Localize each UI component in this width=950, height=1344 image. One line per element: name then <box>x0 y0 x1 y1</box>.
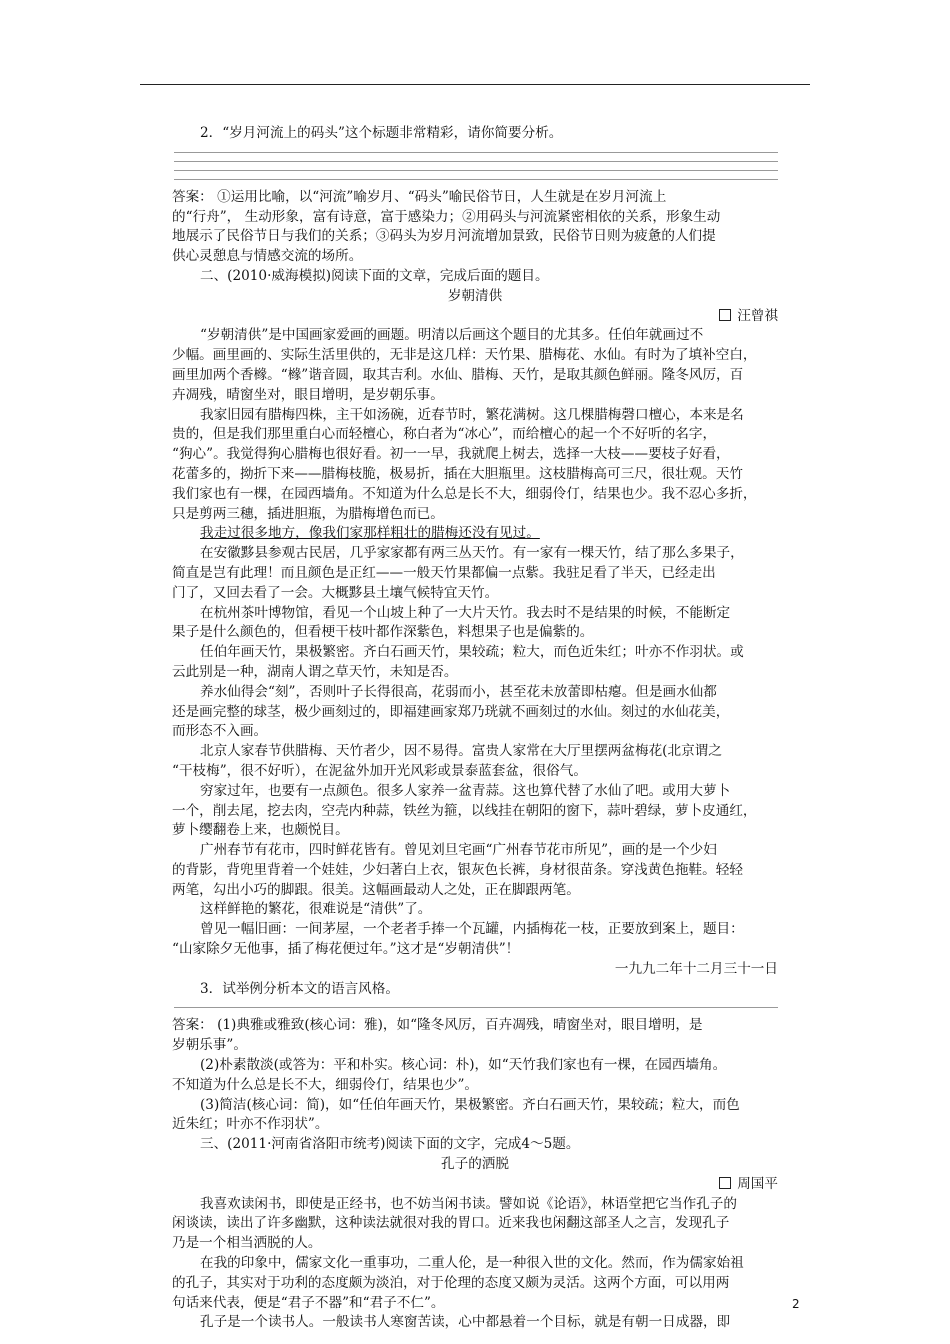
checkbox-icon <box>719 309 731 321</box>
paragraph-line: 穷家过年，也要有一点颜色。很多人家养一盆青蒜。这也算代替了水仙了吧。或用大萝卜 <box>200 782 731 799</box>
article-title: 岁朝清供 <box>447 287 503 304</box>
paragraph-line: 少幅。画里画的、实际生活里供的，无非是这几样：天竹果、腊梅花、水仙。有时为了填补空白， <box>172 347 757 364</box>
section-2-heading: 二、(2010·威海模拟)阅读下面的文章，完成后面的题目。 <box>200 267 549 284</box>
q3-answer-line: 岁朝乐事”。 <box>172 1037 247 1054</box>
paragraph-line: 我走过很多地方，像我们家那样粗壮的腊梅还没有见过。 <box>200 525 540 542</box>
paragraph-line: 在我的印象中，儒家文化一重事功，二重人伦，是一种很入世的文化。然而，作为儒家始祖 <box>200 1255 744 1272</box>
q3-answer-line: 近朱红；叶亦不作羽状”。 <box>172 1116 329 1133</box>
answer-line <box>174 170 778 171</box>
paragraph-line: “狗心”。我觉得狗心腊梅也很好看。初一一早，我就爬上树去，选择一大枝——要枝子好看， <box>172 446 730 463</box>
author-name: 汪曾祺 <box>737 307 778 324</box>
paragraph-line: “岁朝清供”是中国画家爱画的画题。明清以后画这个题目的尤其多。任伯年就画过不 <box>200 327 704 344</box>
section-3-heading: 三、(2011·河南省洛阳市统考)阅读下面的文字，完成4～5题。 <box>200 1136 580 1153</box>
paragraph-line: 闲谈读，读出了许多幽默，这种读法就很对我的胃口。近来我也闲翻这部圣人之言，发现孔子 <box>172 1215 730 1232</box>
answer-line <box>174 179 778 180</box>
paragraph-line: 一九九二年十二月三十一日 <box>614 960 778 977</box>
paragraph-line: 的孔子，其实对于功利的态度颇为淡泊，对于伦理的态度又颇为灵活。这两个方面，可以用两 <box>172 1274 730 1291</box>
answer-line <box>174 152 778 153</box>
article-author <box>172 1175 778 1195</box>
paragraph-line: 任伯年画天竹，果极繁密。齐白石画天竹，果较疏；粒大，而色近朱红；叶亦不作羽状。或 <box>200 644 744 661</box>
answer-blank-lines <box>172 1007 778 1008</box>
paragraph-line: 只是剪两三穗，插进胆瓶，为腊梅增色而已。 <box>172 505 444 522</box>
author-name: 周国平 <box>737 1175 778 1192</box>
paragraph-line: 北京人家春节供腊梅、天竹者少，因不易得。富贵人家常在大厅里摆两盆梅花(北京谓之 <box>200 743 722 760</box>
q2-answer-line: 的“行舟”， 生动形象，富有诗意，富于感染力；②用码头与河流紧密相依的关系，形象生动 <box>172 208 721 225</box>
paragraph-line: 简直是岂有此理！而且颜色是正红——一般天竹果都偏一点紫。我驻足看了半天，已经走出 <box>172 564 716 581</box>
paragraph-line: 一个，削去尾，挖去肉，空壳内种蒜，铁丝为箍，以线挂在朝阳的窗下，蒜叶碧绿，萝卜皮通红， <box>172 802 757 819</box>
answer-blank-lines <box>172 152 778 180</box>
question-3: 3．试举例分析本文的语言风格。 <box>200 980 399 997</box>
q3-answer-line: (2)朴素散淡(或答为：平和朴实。核心词：朴)，如“天竹我们家也有一棵，在园西墙角。 <box>200 1057 727 1074</box>
paragraph-line: 画里加两个香橼。“橼”谐音圆，取其吉利。水仙、腊梅、天竹，是取其颜色鲜丽。隆冬风厉，百 <box>172 366 744 383</box>
paragraph-line: 的背影，背兜里背着一个娃娃，少妇著白上衣，银灰色长裤，身材很苗条。穿浅黄色拖鞋。轻轻 <box>172 861 743 878</box>
paragraph-line: 这样鲜艳的繁花，很难说是“清供”了。 <box>200 901 432 918</box>
paragraph-line: 云此别是一种，湖南人谓之草天竹，未知是否。 <box>172 663 458 680</box>
paragraph-line: 贵的，但是我们那里重白心而轻檀心，称白者为“冰心”，而给檀心的起一个不好听的名字， <box>172 426 717 443</box>
q3-answer-line: 不知道为什么总是长不大，细弱伶仃，结果也少”。 <box>172 1076 479 1093</box>
q3-answer-line: 答案： (1)典雅或雅致(核心词：雅)，如“隆冬风厉，百卉凋残，晴窗坐对，眼目增明，是 <box>172 1017 703 1034</box>
document-content <box>172 124 778 1333</box>
page-number: 2 <box>792 1297 800 1311</box>
answer-line <box>174 1007 778 1008</box>
article-author <box>172 307 778 327</box>
paragraph-line: 卉凋残，晴窗坐对，眼目增明，是岁朝乐事。 <box>172 386 444 403</box>
paragraph-line: 在安徽黟县参观古民居，几乎家家都有两三丛天竹。有一家有一棵天竹，结了那么多果子， <box>200 545 744 562</box>
paragraph-line: 句话来代表，便是“君子不器”和“君子不仁”。 <box>172 1294 445 1311</box>
paragraph-line: 乃是一个相当洒脱的人。 <box>172 1235 322 1252</box>
paragraph-line: 我喜欢读闲书，即使是正经书，也不妨当闲书读。譬如说《论语》，林语堂把它当作孔子的 <box>200 1195 737 1212</box>
paragraph-line: 还是画完整的球茎，极少画刻过的，即福建画家郑乃珖就不画刻过的水仙。刻过的水仙花美， <box>172 703 730 720</box>
article-title: 孔子的洒脱 <box>441 1156 509 1173</box>
paragraph-line: 养水仙得会“刻”，否则叶子长得很高，花弱而小，甚至花未放蕾即枯瘪。但是画水仙都 <box>200 683 717 700</box>
q2-answer-line: 供心灵憩息与情感交流的场所。 <box>172 248 363 265</box>
paragraph-line: 我们家也有一棵，在园西墙角。不知道为什么总是长不大，细弱伶仃，结果也少。我不忍心多折， <box>172 485 757 502</box>
paragraph-line: 广州春节有花市，四时鲜花皆有。曾见刘旦宅画“广州春节花市所见”，画的是一个少妇 <box>200 842 717 859</box>
article-body <box>172 1195 778 1334</box>
answer-line <box>174 161 778 162</box>
paragraph-line: “山家除夕无他事，插了梅花便过年。”这才是“岁朝清供”！ <box>172 941 520 958</box>
paragraph-line: 果子是什么颜色的，但看梗干枝叶都作深紫色，料想果子也是偏紫的。 <box>172 624 594 641</box>
paragraph-line: 在杭州茶叶博物馆，看见一个山坡上种了一大片天竹。我去时不是结果的时候，不能断定 <box>200 604 731 621</box>
header-rule <box>140 84 810 85</box>
article-body <box>172 326 778 979</box>
paragraph-line: 曾见一幅旧画：一间茅屋，一个老者手捧一个瓦罐，内插梅花一枝，正要放到案上，题目： <box>200 921 744 938</box>
paragraph-line: 而形态不入画。 <box>172 723 268 740</box>
paragraph-line: 两笔，勾出小巧的脚跟。很美。这幅画最动人之处，正在脚跟两笔。 <box>172 881 580 898</box>
q2-answer-line: 地展示了民俗节日与我们的关系；③码头为岁月河流增加景致，民俗节日则为疲惫的人们提 <box>172 228 716 245</box>
paragraph-line: 花蕾多的，拗折下来——腊梅枝脆，极易折，插在大胆瓶里。这枝腊梅高可三尺，很壮观。天竹 <box>172 465 743 482</box>
paragraph-line: “干枝梅”，很不好听），在泥盆外加开光风彩或景泰蓝套盆，很俗气。 <box>172 762 587 779</box>
q2-answer-line: 答案： ①运用比喻，以“河流”喻岁月、“码头”喻民俗节日，人生就是在岁月河流上 <box>172 188 667 205</box>
q3-answer-line: (3)简洁(核心词：简)，如“任伯年画天竹，果极繁密。齐白石画天竹，果较疏；粒大，而色 <box>200 1096 740 1113</box>
paragraph-line: 萝卜缨翻卷上来，也颇悦目。 <box>172 822 349 839</box>
paragraph-line: 门了，又回去看了一会。大概黟县土壤气候特宜天竹。 <box>172 584 499 601</box>
paragraph-line: 我家旧园有腊梅四株，主干如汤碗，近春节时，繁花满树。这几棵腊梅磬口檀心，本来是名 <box>200 406 744 423</box>
checkbox-icon <box>719 1177 731 1189</box>
question-2: 2．“岁月河流上的码头”这个标题非常精彩，请你简要分析。 <box>200 125 563 141</box>
paragraph-line: 孔子是一个读书人。一般读书人寒窗苦读，心中都悬着一个目标，就是有朝一日成器，即 <box>200 1314 731 1331</box>
